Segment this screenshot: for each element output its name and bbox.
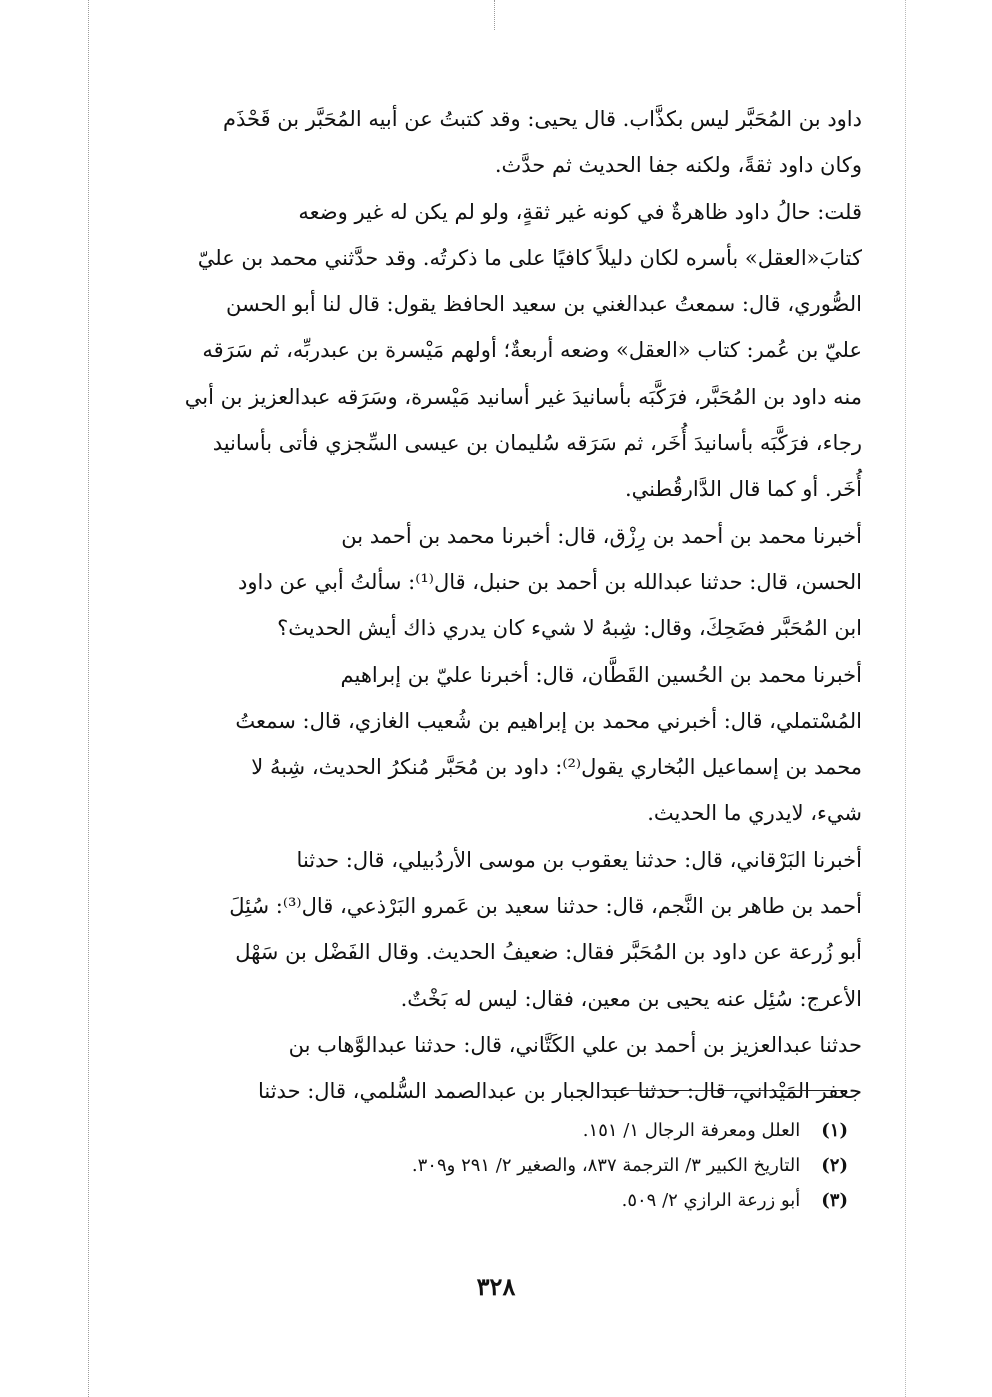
scan-margin-dots-left [88, 0, 89, 1397]
footnote-3 [300, 1183, 848, 1218]
paragraph-3: أخبرنا محمد بن أحمد بن رِزْق، قال: أخبرنا محمد بن أحمد بن الحسن، قال: حدثنا عبدالله بن أحمد بن حنبل، قال⁽¹⁾: سألتُ أبي عن داود ابن المُحَبَّر فضَحِكَ، وقال: شِبهُ لا شيء كان يدري ذاك أيش الحديث؟ [238, 523, 862, 641]
footnote-text: العلل ومعرفة الرجال ١/ ١٥١. [582, 1120, 801, 1141]
page-number: ٣٢٨ [476, 1272, 516, 1301]
footnote-number: (١) [821, 1120, 848, 1141]
main-text [140, 96, 862, 1115]
scan-margin-dots-right [905, 0, 906, 1397]
footnote-separator [601, 1090, 847, 1091]
paragraph-1: داود بن المُحَبَّر ليس بكذَّاب. قال يحيى: وقد كتبتُ عن أبيه المُحَبَّر بن قَحْذَم وكان داود ثقةً، ولكنه جفا الحديث ثم حدَّث. [223, 107, 862, 178]
footnote-number: (٢) [821, 1155, 848, 1176]
footnotes [300, 1113, 848, 1218]
scan-margin-dots-top [494, 0, 495, 30]
paragraph-5: أخبرنا البَرْقاني، قال: حدثنا يعقوب بن موسى الأردُبيلي، قال: حدثنا أحمد بن طاهر بن النَّجم، قال: حدثنا سعيد بن عَمرو البَرْذعي، قال⁽³⁾: سُئِلَ أبو زُرعة عن داود بن المُحَبَّر فقال: ضعيفُ الحديث. وقال الفَضْل بن سَهْل الأعرج: سُئِل عنه يحيى بن معين، فقال: ليس له بَخْتٌ. [229, 847, 862, 1011]
paragraph-6: حدثنا عبدالعزيز بن أحمد بن علي الكَتَّاني، قال: حدثنا عبدالوَّهاب بن جعفر المَيْداني، قال: حدثنا عبدالجبار بن عبدالصمد السُّلمي، قال: حدثنا [257, 1032, 862, 1104]
paragraph-4: أخبرنا محمد بن الحُسين القَطَّان، قال: أخبرنا عليّ بن إبراهيم المُسْتملي، قال: أخبرني محمد بن إبراهيم بن شُعيب الغازي، قال: سمعتُ محمد بن إسماعيل البُخاري يقول⁽²⁾: داود بن مُحَبَّر مُنكرُ الحديث، شِبهُ لا شيء، لايدري ما الحديث. [235, 662, 862, 826]
footnote-text: التاريخ الكبير ٣/ الترجمة ٨٣٧، والصغير ٢/ ٢٩١ و٣٠٩. [411, 1155, 801, 1176]
footnote-number: (٣) [821, 1190, 848, 1211]
footnote-text: أبو زرعة الرازي ٢/ ٥٠٩. [621, 1190, 801, 1211]
paragraph-2: قلت: حالُ داود ظاهرةٌ في كونه غير ثقةٍ، ولو لم يكن له غير وضعه كتابَ«العقل» بأسره لكان دليلاً كافيًا على ما ذكرتُه. وقد حدَّثني محمد بن عليّ الصُّوري، قال: سمعتُ عبدالغني بن سعيد الحافظ يقول: قال لنا أبو الحسن عليّ بن عُمر: كتاب «العقل» وضعه أربعةٌ؛ أولهم مَيْسرة بن عبدربِّه، ثم سَرَقه منه داود بن المُحَبَّر، فرَكَّبَه بأسانيدَ غير أسانيد مَيْسرة، وسَرَقه عبدالعزيز بن أبي رجاء، فرَكَّبَه بأسانيدَ أُخَر، ثم سَرَقه سُليمان بن عيسى السِّجزي فأتى بأسانيد أُخَر. أو كما قال الدَّارقُطني. [184, 199, 862, 502]
footnote-1 [300, 1113, 848, 1148]
footnote-2 [300, 1148, 848, 1183]
